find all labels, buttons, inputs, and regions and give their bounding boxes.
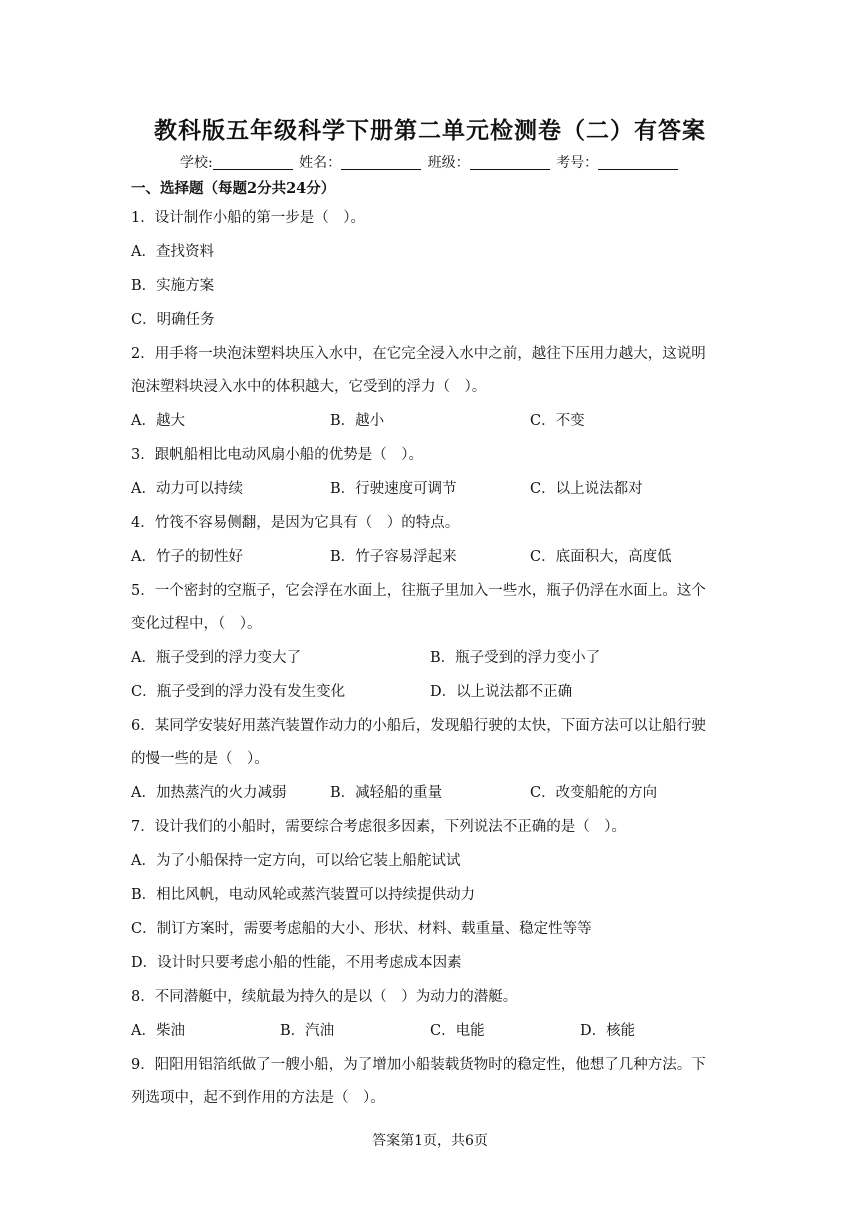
question-9-text-line1: 9．阳阳用铝箔纸做了一艘小船，为了增加小船装载货物时的稳定性，他想了几种方法。下 bbox=[131, 1057, 706, 1073]
q6-option-b[interactable]: B．减轻船的重量 bbox=[330, 785, 443, 801]
class-blank[interactable] bbox=[470, 155, 550, 170]
q7-option-a[interactable]: A．为了小船保持一定方向，可以给它装上船舵试试 bbox=[131, 853, 461, 869]
class-label: 班级： bbox=[427, 155, 470, 171]
exam-number-blank[interactable] bbox=[598, 155, 678, 170]
question-7-text: 7．设计我们的小船时，需要综合考虑很多因素，下列说法不正确的是（ ）。 bbox=[131, 819, 626, 835]
question-2-text-line2: 泡沫塑料块浸入水中的体积越大，它受到的浮力（ ）。 bbox=[131, 379, 487, 395]
student-info-line bbox=[180, 152, 680, 172]
q3-option-b[interactable]: B．行驶速度可调节 bbox=[330, 481, 457, 497]
question-1-text: 1．设计制作小船的第一步是（ ）。 bbox=[131, 210, 365, 226]
question-6-text-line2: 的慢一些的是（ ）。 bbox=[131, 751, 269, 767]
q4-option-c[interactable]: C．底面积大，高度低 bbox=[530, 549, 672, 565]
q3-option-c[interactable]: C．以上说法都对 bbox=[530, 481, 643, 497]
q8-option-b[interactable]: B．汽油 bbox=[280, 1023, 335, 1039]
q1-option-c[interactable]: C．明确任务 bbox=[131, 312, 215, 328]
q4-option-b[interactable]: B．竹子容易浮起来 bbox=[330, 549, 457, 565]
q8-option-d[interactable]: D．核能 bbox=[580, 1023, 636, 1039]
question-4-text: 4．竹筏不容易侧翻，是因为它具有（ ）的特点。 bbox=[131, 515, 460, 531]
q2-option-b[interactable]: B．越小 bbox=[330, 413, 385, 429]
q6-option-c[interactable]: C．改变船舵的方向 bbox=[530, 785, 658, 801]
q8-option-a[interactable]: A．柴油 bbox=[131, 1023, 185, 1039]
question-6-text-line1: 6．某同学安装好用蒸汽装置作动力的小船后，发现船行驶的太快，下面方法可以让船行驶 bbox=[131, 718, 706, 734]
question-5-text-line1: 5．一个密封的空瓶子，它会浮在水面上，往瓶子里加入一些水，瓶子仍浮在水面上。这个 bbox=[131, 583, 706, 599]
page-footer: 答案第1页，共6页 bbox=[372, 1133, 488, 1149]
q6-option-a[interactable]: A．加热蒸汽的火力减弱 bbox=[131, 785, 287, 801]
q7-option-d[interactable]: D．设计时只要考虑小船的性能，不用考虑成本因素 bbox=[131, 955, 462, 971]
question-8-text: 8．不同潜艇中，续航最为持久的是以（ ）为动力的潜艇。 bbox=[131, 989, 518, 1005]
q2-option-a[interactable]: A．越大 bbox=[131, 413, 185, 429]
name-blank[interactable] bbox=[341, 155, 421, 170]
q5-option-c[interactable]: C．瓶子受到的浮力没有发生变化 bbox=[131, 684, 346, 700]
question-2-text-line1: 2．用手将一块泡沫塑料块压入水中，在它完全浸入水中之前，越往下压用力越大，这说明 bbox=[131, 346, 706, 362]
q7-option-c[interactable]: C．制订方案时，需要考虑船的大小、形状、材料、载重量、稳定性等等 bbox=[131, 921, 592, 937]
q1-option-b[interactable]: B．实施方案 bbox=[131, 278, 215, 294]
school-label: 学校: bbox=[180, 155, 213, 171]
question-3-text: 3．跟帆船相比电动风扇小船的优势是（ ）。 bbox=[131, 447, 423, 463]
q5-option-a[interactable]: A．瓶子受到的浮力变大了 bbox=[131, 650, 301, 666]
question-9-text-line2: 列选项中，起不到作用的方法是（ ）。 bbox=[131, 1090, 385, 1106]
q5-option-b[interactable]: B．瓶子受到的浮力变小了 bbox=[430, 650, 601, 666]
q8-option-c[interactable]: C．电能 bbox=[430, 1023, 485, 1039]
section-heading: 一、选择题（每题2分共24分） bbox=[131, 180, 336, 197]
q5-option-d[interactable]: D．以上说法都不正确 bbox=[430, 684, 573, 700]
q3-option-a[interactable]: A．动力可以持续 bbox=[131, 481, 243, 497]
q7-option-b[interactable]: B．相比风帆，电动风轮或蒸汽装置可以持续提供动力 bbox=[131, 887, 476, 903]
q4-option-a[interactable]: A．竹子的韧性好 bbox=[131, 549, 243, 565]
name-label: 姓名： bbox=[299, 155, 342, 171]
page-title: 教科版五年级科学下册第二单元检测卷（二）有答案 bbox=[154, 117, 706, 144]
q2-option-c[interactable]: C．不变 bbox=[530, 413, 585, 429]
school-blank[interactable] bbox=[213, 155, 293, 170]
exam-number-label: 考号： bbox=[556, 155, 599, 171]
q1-option-a[interactable]: A．查找资料 bbox=[131, 244, 214, 260]
question-5-text-line2: 变化过程中，（ ）。 bbox=[131, 616, 262, 632]
